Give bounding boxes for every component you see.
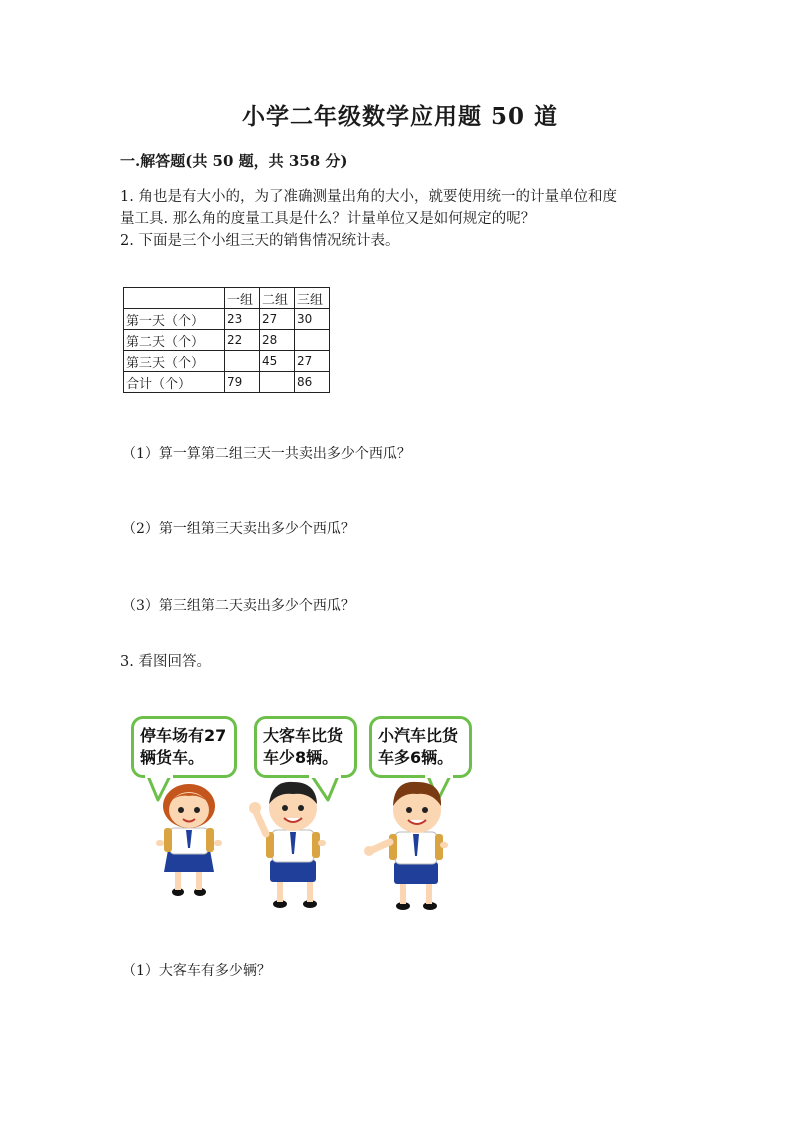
page-title: 小学二年级数学应用题 50 道 — [241, 103, 559, 130]
question-2-sub-3: （3）第三组第二天卖出多少个西瓜？ — [122, 598, 355, 614]
bubble-text: 车少8辆。 — [263, 748, 339, 767]
table-header-row — [124, 288, 330, 309]
table-cell — [124, 288, 225, 309]
table-cell: 30 — [295, 309, 330, 330]
table-cell — [225, 351, 260, 372]
table-cell: 79 — [225, 372, 260, 393]
boy-character — [364, 782, 448, 910]
table-row — [124, 309, 330, 330]
bubble-tail — [312, 776, 338, 800]
table-cell: 23 — [225, 309, 260, 330]
bubble-text: 辆货车。 — [140, 748, 205, 767]
boy-character — [249, 782, 326, 908]
table-row — [124, 351, 330, 372]
table-cell: 27 — [295, 351, 330, 372]
table-cell: 22 — [225, 330, 260, 351]
question-2-sub-2: （2）第一组第三天卖出多少个西瓜？ — [122, 521, 355, 537]
question-2-sub-1: （1）算一算第二组三天一共卖出多少个西瓜？ — [122, 446, 411, 462]
bubble-text: 大客车比货 — [263, 726, 344, 745]
table-cell — [260, 372, 295, 393]
section-heading: 一.解答题(共 50 题，共 358 分) — [120, 152, 348, 170]
table-header-cell: 二组 — [260, 288, 295, 309]
table-cell: 合计（个） — [124, 372, 225, 393]
table-cell: 第三天（个） — [124, 351, 225, 372]
bubble-text: 车多6辆。 — [378, 748, 454, 767]
table-row — [124, 372, 330, 393]
table-row — [124, 330, 330, 351]
question-1-line-1: 1. 角也是有大小的，为了准确测量出角的大小，就要使用统一的计量单位和度 — [120, 189, 617, 205]
table-cell: 45 — [260, 351, 295, 372]
table-cell: 第一天（个） — [124, 309, 225, 330]
question-3-sub-1: （1）大客车有多少辆？ — [122, 963, 271, 979]
table-cell — [295, 330, 330, 351]
question-2-intro: 2. 下面是三个小组三天的销售情况统计表。 — [120, 233, 400, 249]
table-cell: 27 — [260, 309, 295, 330]
table-header-cell: 一组 — [225, 288, 260, 309]
question-1-line-2: 量工具. 那么角的度量工具是什么？计量单位又是如何规定的呢？ — [120, 211, 536, 227]
bubble-text: 停车场有27 — [140, 726, 227, 745]
table-header-cell: 三组 — [295, 288, 330, 309]
table-cell: 28 — [260, 330, 295, 351]
sales-table — [123, 287, 330, 393]
table-cell: 86 — [295, 372, 330, 393]
children-illustration — [120, 700, 490, 920]
girl-character — [156, 784, 222, 896]
table-cell: 第二天（个） — [124, 330, 225, 351]
bubble-text: 小汽车比货 — [378, 726, 459, 745]
question-3-intro: 3. 看图回答。 — [120, 654, 211, 670]
